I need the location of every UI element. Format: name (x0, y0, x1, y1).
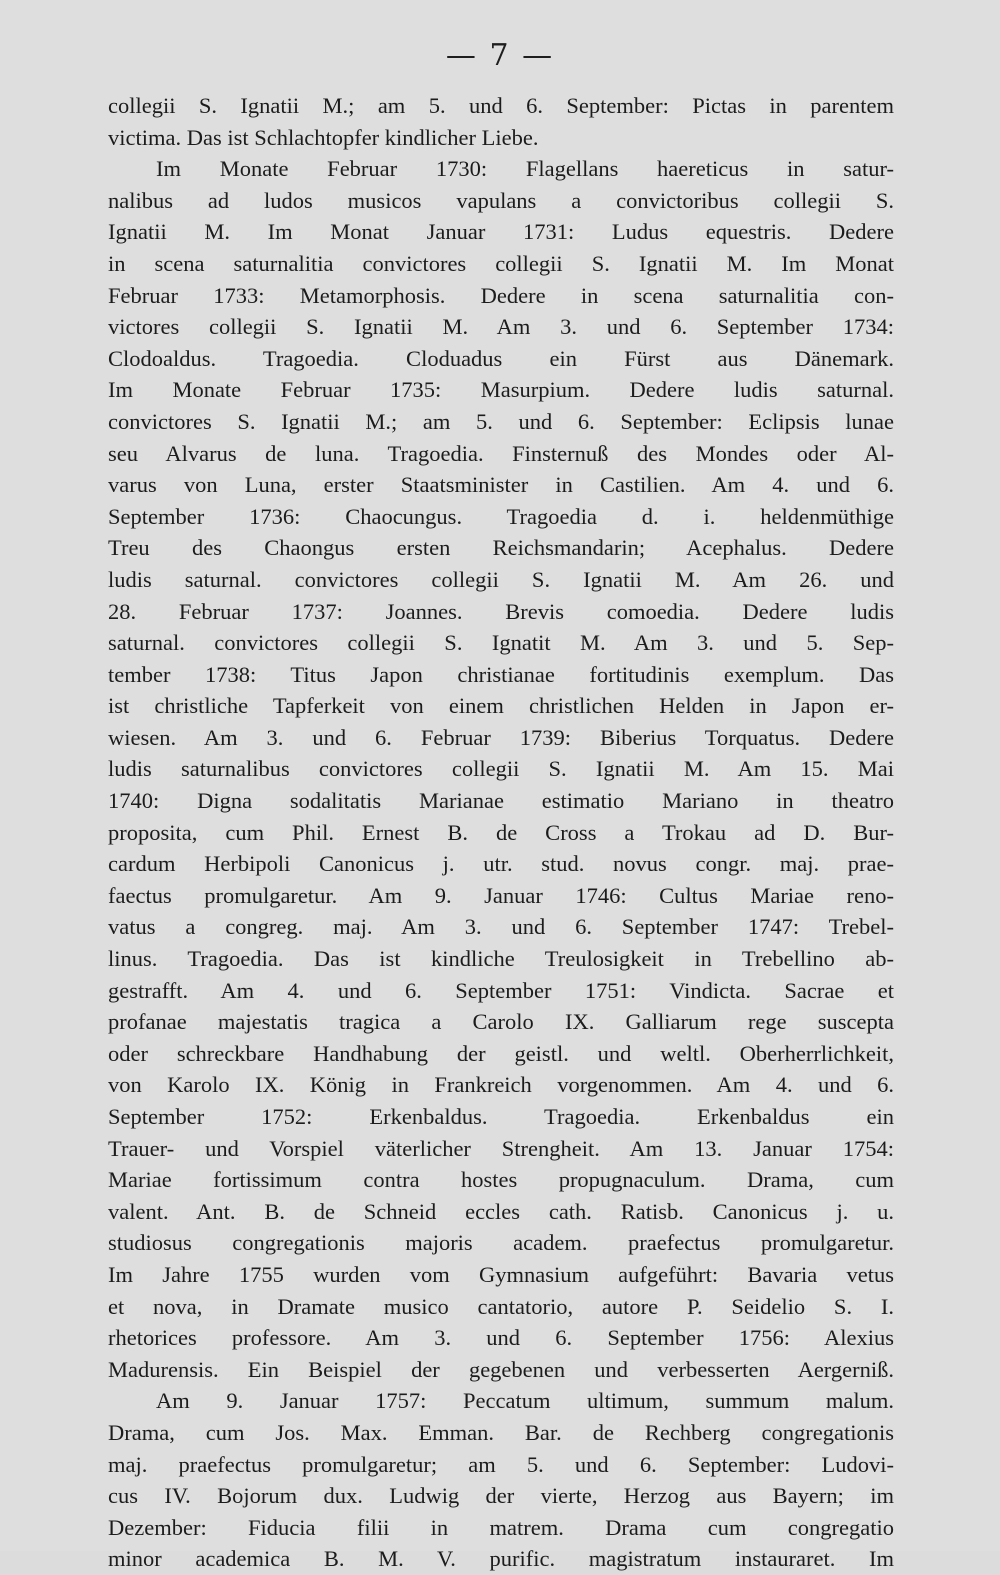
text-line: cardum Herbipoli Canonicus j. utr. stud. novus congr. maj. prae- (108, 851, 894, 877)
text-line: Drama, cum Jos. Max. Emman. Bar. de Rechberg congregationis (108, 1419, 894, 1445)
text-line: Clodoaldus. Tragoedia. Cloduadus ein Fürst aus Dänemark. (108, 345, 894, 371)
text-line: tember 1738: Titus Japon christianae fortitudinis exemplum. Das (108, 661, 894, 687)
text-line: saturnal. convictores collegii S. Ignatit M. Am 3. und 5. Sep- (108, 630, 894, 656)
text-line: September 1752: Erkenbaldus. Tragoedia. Erkenbaldus ein (108, 1104, 894, 1129)
text-line: Madurensis. Ein Beispiel der gegebenen und verbesserten Aergerniß. (108, 1356, 894, 1382)
text-line: varus von Luna, erster Staatsminister in Castilien. Am 4. und 6. (108, 472, 894, 498)
text-line: September 1736: Chaocungus. Tragoedia d. i. heldenmüthige (108, 503, 894, 529)
text-line: Im Monate Februar 1730: Flagellans haereticus in satur- (156, 156, 894, 182)
text-line: seu Alvarus de luna. Tragoedia. Finsternuß des Mondes oder Al- (108, 440, 894, 466)
text-line: 1740: Digna sodalitatis Marianae estimatio Mariano in theatro (108, 788, 894, 814)
text-line: in scena saturnalitia convictores collegii S. Ignatii M. Im Monat (108, 250, 894, 276)
text-line: linus. Tragoedia. Das ist kindliche Treulosigkeit in Trebellino ab- (108, 946, 894, 972)
text-line: Mariae fortissimum contra hostes propugnaculum. Drama, cum (108, 1167, 894, 1193)
text-line: Treu des Chaongus ersten Reichsmandarin; Acephalus. Dedere (108, 535, 894, 561)
text-line: gestrafft. Am 4. und 6. September 1751: Vindicta. Sacrae et (108, 977, 894, 1003)
text-line: ludis saturnal. convictores collegii S. Ignatii M. Am 26. und (108, 566, 894, 592)
text-line: nalibus ad ludos musicos vapulans a convictoribus collegii S. (108, 187, 894, 213)
text-line: von Karolo IX. König in Frankreich vorgenommen. Am 4. und 6. (108, 1072, 894, 1098)
text-line: Im Monate Februar 1735: Masurpium. Dedere ludis saturnal. (108, 377, 894, 403)
text-line: ist christliche Tapferkeit von einem christlichen Helden in Japon er- (108, 693, 894, 719)
text-line: 28. Februar 1737: Joannes. Brevis comoedia. Dedere ludis (108, 598, 894, 624)
text-line: vatus a congreg. maj. Am 3. und 6. September 1747: Trebel- (108, 914, 894, 940)
text-line: victores collegii S. Ignatii M. Am 3. und 6. September 1734: (108, 314, 894, 340)
text-line: profanae majestatis tragica a Carolo IX. Galliarum rege suscepta (108, 1009, 894, 1035)
text-line: maj. praefectus promulgaretur; am 5. und 6. September: Ludovi- (108, 1451, 894, 1477)
text-line: studiosus congregationis majoris academ. praefectus promulgaretur. (108, 1230, 894, 1256)
text-line: Ignatii M. Im Monat Januar 1731: Ludus equestris. Dedere (108, 219, 894, 245)
text-line: valent. Ant. B. de Schneid eccles cath. Ratisb. Canonicus j. u. (108, 1198, 894, 1224)
text-line: et nova, in Dramate musico cantatorio, autore P. Seidelio S. I. (108, 1293, 894, 1319)
text-line: Februar 1733: Metamorphosis. Dedere in scena saturnalitia con- (108, 282, 894, 308)
text-line: wiesen. Am 3. und 6. Februar 1739: Biberius Torquatus. Dedere (108, 724, 894, 750)
text-line: rhetorices professore. Am 3. und 6. September 1756: Alexius (108, 1325, 894, 1351)
text-line: faectus promulgaretur. Am 9. Januar 1746: Cultus Mariae reno- (108, 882, 894, 908)
text-line: Am 9. Januar 1757: Peccatum ultimum, summum malum. (156, 1388, 894, 1414)
text-line: cus IV. Bojorum dux. Ludwig der vierte, Herzog aus Bayern; im (108, 1483, 894, 1509)
text-line: collegii S. Ignatii M.; am 5. und 6. September: Pictas in parentem (108, 93, 894, 118)
text-line: ludis saturnalibus convictores collegii S. Ignatii M. Am 15. Mai (108, 756, 894, 782)
text-line: oder schreckbare Handhabung der geistl. und weltl. Oberherrlichkeit, (108, 1040, 894, 1066)
text-line: proposita, cum Phil. Ernest B. de Cross a Trokau ad D. Bur- (108, 819, 894, 845)
text-line: Dezember: Fiducia filii in matrem. Drama cum congregatio (108, 1514, 894, 1540)
body-text (108, 90, 894, 1575)
text-line: Trauer- und Vorspiel väterlicher Strengheit. Am 13. Januar 1754: (108, 1135, 894, 1161)
text-line: convictores S. Ignatii M.; am 5. und 6. September: Eclipsis lunae (108, 408, 894, 434)
text-line: victima. Das ist Schlachtopfer kindlicher Liebe. (108, 124, 539, 150)
text-line: Im Jahre 1755 wurden vom Gymnasium aufgeführt: Bavaria vetus (108, 1261, 894, 1287)
text-line: minor academica B. M. V. purific. magistratum instauraret. Im (108, 1546, 894, 1572)
page-number: — 7 — (445, 38, 555, 73)
